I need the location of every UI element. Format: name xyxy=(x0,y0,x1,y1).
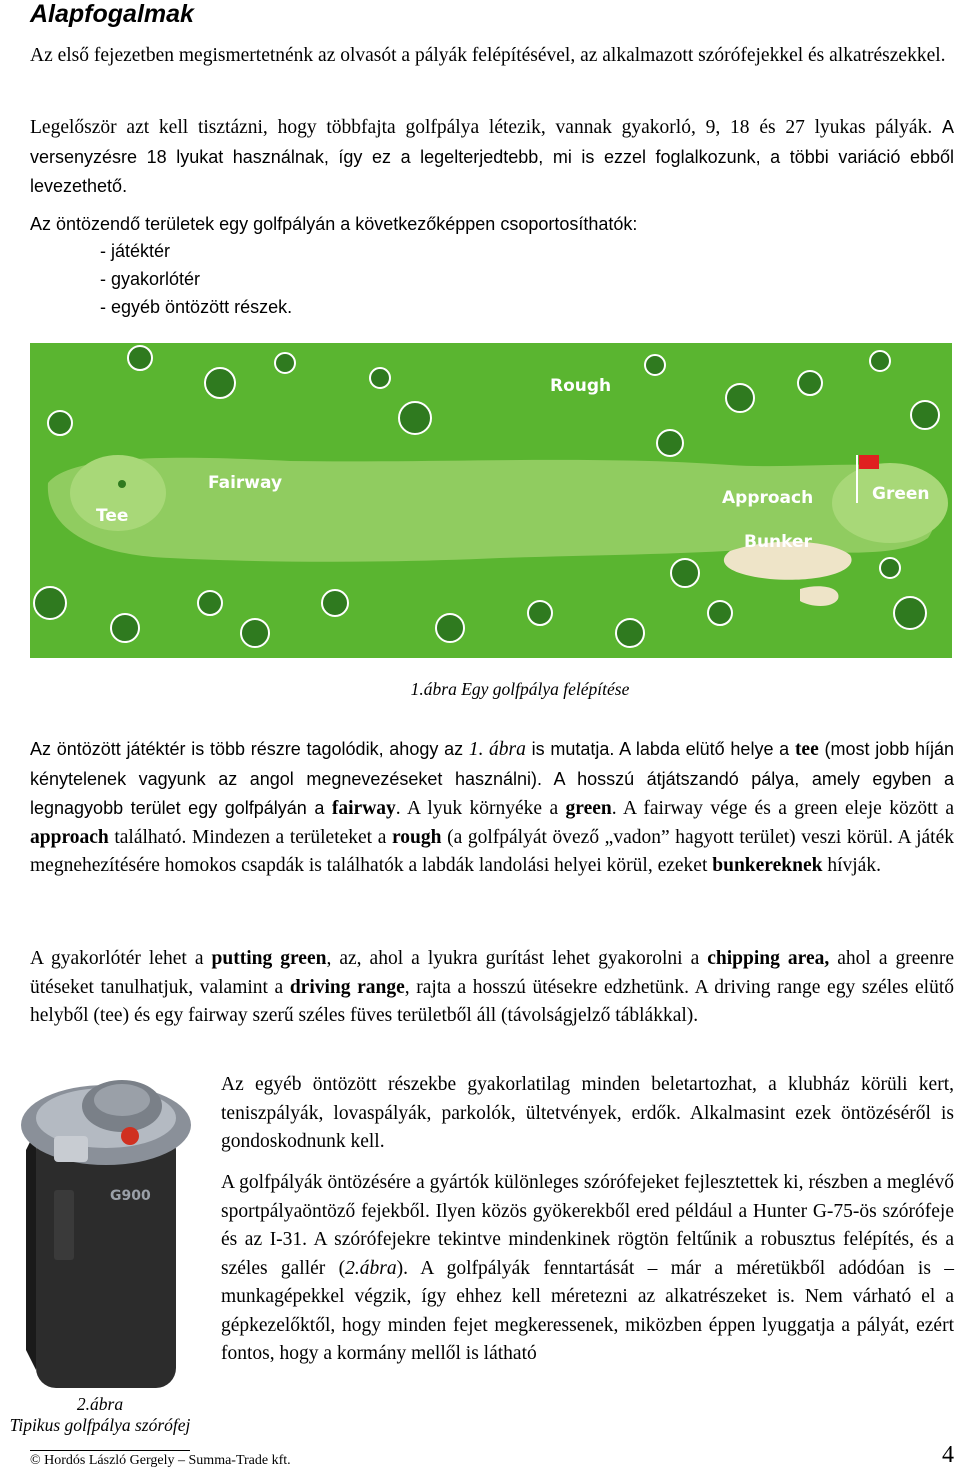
sprinkler-side xyxy=(26,1130,36,1370)
figure2-caption xyxy=(0,1394,200,1436)
label-green: Green xyxy=(872,484,930,504)
tree-icon xyxy=(275,353,295,373)
tree-icon xyxy=(322,590,348,616)
label-fairway: Fairway xyxy=(208,473,283,493)
tree-icon xyxy=(198,591,222,615)
tree-icon xyxy=(671,559,699,587)
tree-icon xyxy=(528,601,552,625)
tree-icon xyxy=(399,402,431,434)
tree-icon xyxy=(708,601,732,625)
paragraph-playing-area: Az öntözött játéktér is több részre tagolódik, ahogy az 1. ábra is mutatja. A labda elütő helye a tee (most jobb híján kénytelenek vagyunk az angol megnevezéseket használni). A hosszú átjátszandó pálya, amely egyben a legnagyobb terület egy golfpályán a fairway. A lyuk környéke a green. A fairway vége és a green eleje között a approach található. Mindezen a területeket a rough (a golfpályát övező „vadon” hagyott terület) veszi körül. A játék megnehezítésére homokos csapdák is találhatók a labdák landolási helyei körül, ezeket bunkereknek hívják. xyxy=(30,739,955,876)
list-item: - egyéb öntözött részek. xyxy=(100,297,293,317)
figure1-caption: 1.ábra Egy golfpálya felépítése xyxy=(410,679,630,699)
label-rough: Rough xyxy=(550,376,612,396)
tree-icon xyxy=(726,384,754,412)
tee-marker-icon xyxy=(118,480,126,488)
list-item: - gyakorlótér xyxy=(100,269,201,289)
label-approach: Approach xyxy=(722,488,814,508)
figure2-caption-text: Tipikus golfpálya szórófej xyxy=(9,1415,191,1435)
tree-icon xyxy=(657,430,683,456)
flag-icon xyxy=(859,455,879,469)
tree-icon xyxy=(205,368,235,398)
tree-icon xyxy=(911,401,939,429)
sprinkler-panel xyxy=(54,1136,88,1162)
tree-icon xyxy=(616,619,644,647)
list-item: - játéktér xyxy=(100,241,171,261)
sprinkler-solenoid xyxy=(54,1190,74,1260)
sprinkler-head-image xyxy=(18,1070,193,1400)
tree-icon xyxy=(645,355,665,375)
tree-icon xyxy=(48,411,72,435)
bunker-small xyxy=(800,586,838,606)
footer-rule xyxy=(30,1450,190,1451)
paragraph-areas: Az öntözendő területek egy golfpályán a következőképpen csoportosíthatók: xyxy=(30,214,638,234)
competition-text: A versenyzésre 18 lyukat használnak, így ez a legelterjedtebb, mi is ezzel foglalkozunk, a többi variáció ebből levezethető. xyxy=(30,117,955,196)
figure2-caption-number: 2.ábra xyxy=(76,1394,124,1414)
tree-icon xyxy=(128,346,152,370)
tree-icon xyxy=(111,614,139,642)
golf-course-diagram xyxy=(30,343,952,658)
page-number: 4 xyxy=(942,1442,954,1468)
paragraph-other-areas: Az egyéb öntözött részekbe gyakorlatilag minden beletartozhat, a klubház körüli kert, teniszpályák, lovaspályák, parkolók, ültetvények, erdők. Alkalmasint ezek öntözéséről is gondoskodnunk kell. xyxy=(221,1074,954,1152)
paragraph-sprinklers: A golfpályák öntözésére a gyártók különleges szórófejeket fejlesztettek ki, részben a meglévő sportpályaöntöző fejekből. Ilyen közös gyökerekből ered például a Hunter G-75-ös szórófeje és az I-31. A szórófejekre tekintve mindenkinek rögtön feltűnik a robusztus felépítés, és a széles gallér (2.ábra). A golfpályák fenntartását – már a méretükből adódóan is – munkagépekkel végzik, így ehhez kell méretezni az alkatrészeket is. Nem várható el a gépkezelőktől, hogy minden fejet megkeressenek, miközben éppen lyuggatja a pályát, ezért fontos, hogy a kormány mellől is látható xyxy=(221,1172,955,1364)
tree-icon xyxy=(436,614,464,642)
sprinkler-cap-top xyxy=(94,1084,150,1116)
tree-icon xyxy=(880,558,900,578)
paragraph-practice-area: A gyakorlótér lehet a putting green, az, ahol a lyukra gurítást lehet gyakorolni a chipping area, ahol a greenre ütéseket tanulhatjuk, valamint a driving range, rajta a hosszú ütésekre edzhetünk. A driving range egy széles elütő helyből (tee) és egy fairway szerű széles füves területből áll (távolságjelző táblákkal). xyxy=(30,948,954,1026)
area-list xyxy=(100,237,292,321)
tree-icon xyxy=(241,619,269,647)
tree-icon xyxy=(798,371,822,395)
tree-icon xyxy=(34,587,66,619)
sprinkler-valve-icon xyxy=(121,1127,139,1145)
paragraph-intro: Az első fejezetben megismertetnénk az olvasót a pályák felépítésével, az alkalmazott szórófejekkel és alkatrészekkel. xyxy=(30,45,946,66)
paragraph-course-types xyxy=(30,113,954,202)
tree-icon xyxy=(870,351,890,371)
footer-author: © Hordós László Gergely – Summa-Trade kft. xyxy=(30,1453,291,1468)
sprinkler-label: G900 xyxy=(110,1188,151,1204)
label-tee: Tee xyxy=(96,506,129,526)
tree-icon xyxy=(894,597,926,629)
tree-icon xyxy=(370,368,390,388)
course-types-text: Legelőször azt kell tisztázni, hogy többfajta golfpálya létezik, vannak gyakorló, 9, 18 és 27 lyukas pályák. xyxy=(30,117,933,138)
page-title: Alapfogalmak xyxy=(30,0,194,28)
label-bunker: Bunker xyxy=(744,532,812,552)
